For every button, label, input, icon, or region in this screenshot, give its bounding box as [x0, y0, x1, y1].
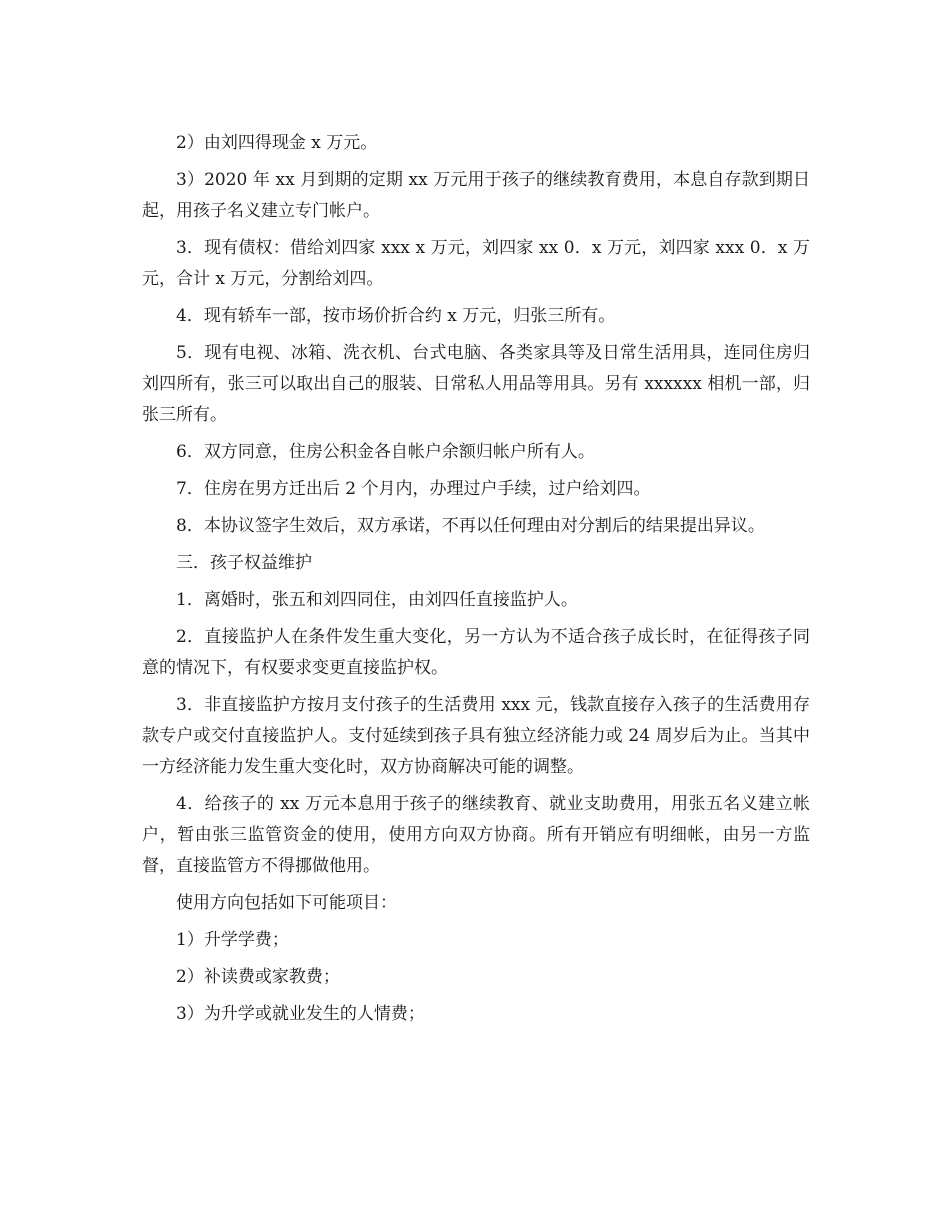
paragraph-direct-guardian: 1．离婚时，张五和刘四同住，由刘四任直接监护人。 — [176, 590, 578, 610]
paragraph-housing-fund: 6．双方同意，住房公积金各自帐户余额归帐户所有人。 — [176, 442, 595, 462]
paragraph-cash-to-liusi: 2）由刘四得现金 x 万元。 — [176, 133, 378, 153]
paragraph-guardian-change: 2．直接监护人在条件发生重大变化，另一方认为不适合孩子成长时，在征得孩子同意的情况下，有权要求变更直接监护权。 — [142, 627, 810, 678]
paragraph-creditor-rights: 3．现有债权：借给刘四家 xxx x 万元，刘四家 xx 0．x 万元，刘四家 xxx 0．x 万元，合计 x 万元，分割给刘四。 — [142, 238, 810, 289]
paragraph-usage-intro: 使用方向包括如下可能项目： — [176, 893, 397, 913]
paragraph-living-expenses: 3．非直接监护方按月支付孩子的生活费用 xxx 元，钱款直接存入孩子的生活费用存款专户或交付直接监护人。支付延续到孩子具有独立经济能力或 24 周岁后为止。当其中一方经济能力发生重大变化时，双方协商解决可能的调整。 — [142, 695, 810, 777]
document-body — [142, 128, 810, 1036]
list-item-social-expenses: 3）为升学或就业发生的人情费； — [176, 1004, 425, 1024]
paragraph-household-items: 5．现有电视、冰箱、洗衣机、台式电脑、各类家具等及日常生活用具，连同住房归刘四所有，张三可以取出自己的服装、日常私人用品等用具。另有 xxxxxx 相机一部，归张三所有。 — [142, 343, 810, 425]
paragraph-education-fund: 4．给孩子的 xx 万元本息用于孩子的继续教育、就业支助费用，用张五名义建立帐户，暂由张三监管资金的使用，使用方向双方协商。所有开销应有明细帐，由另一方监督，直接监管方不得挪做他用。 — [142, 794, 810, 876]
paragraph-car: 4．现有轿车一部，按市场价折合约 x 万元，归张三所有。 — [176, 306, 616, 326]
list-item-tuition: 1）升学学费； — [176, 930, 289, 950]
paragraph-house-transfer: 7．住房在男方迁出后 2 个月内，办理过户手续，过户给刘四。 — [176, 479, 651, 499]
paragraph-no-objection: 8．本协议签字生效后，双方承诺，不再以任何理由对分割后的结果提出异议。 — [176, 516, 765, 536]
paragraph-fixed-deposit: 3）2020 年 xx 月到期的定期 xx 万元用于孩子的继续教育费用，本息自存款到期日起，用孩子名义建立专门帐户。 — [142, 170, 810, 221]
list-item-tutoring: 2）补读费或家教费； — [176, 967, 340, 987]
section-heading-child-rights: 三．孩子权益维护 — [176, 553, 312, 573]
